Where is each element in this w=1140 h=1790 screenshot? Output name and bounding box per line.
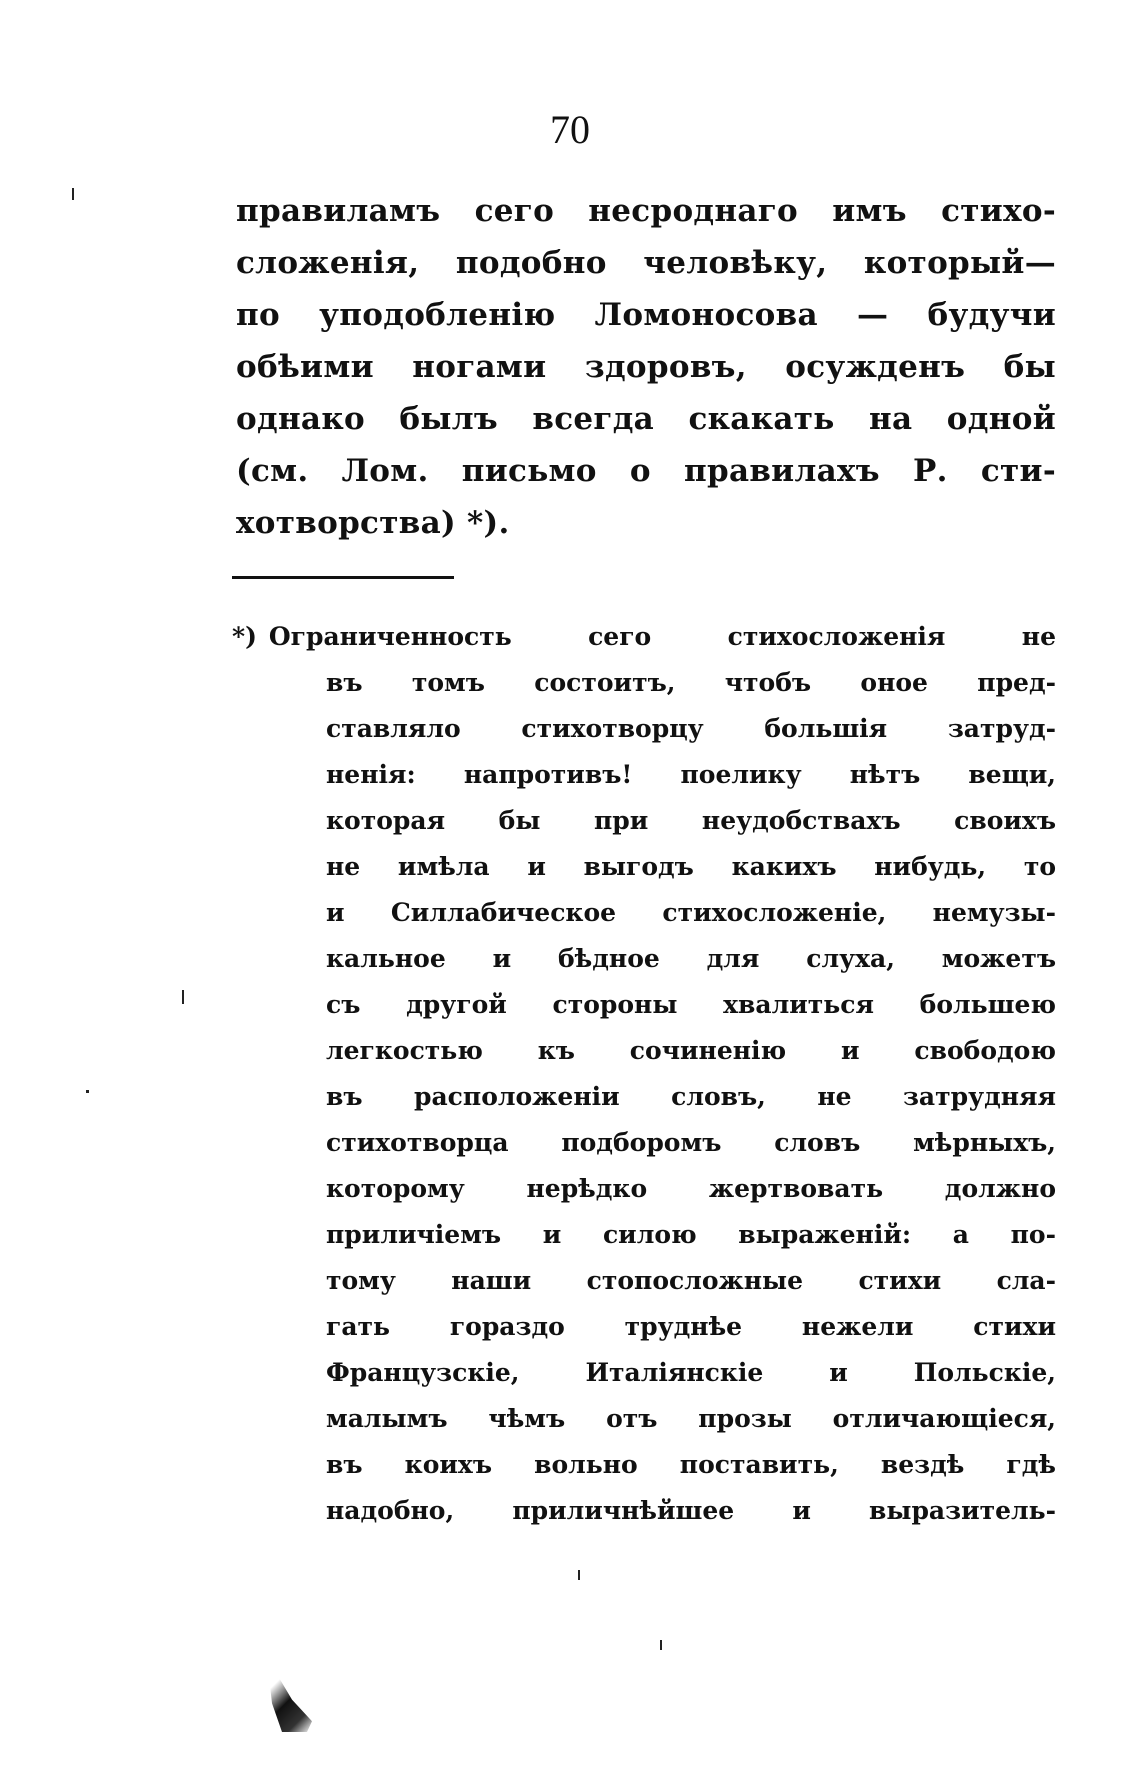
footnote-line: не имѣла и выгодъ какихъ нибудь, то xyxy=(326,852,1056,881)
scan-speck xyxy=(72,188,74,200)
footnote-line: въ расположеніи словъ, не затрудняя xyxy=(326,1082,1056,1111)
footnote-line: стихотворца подборомъ словъ мѣрныхъ, xyxy=(326,1128,1056,1157)
footnote-line: гать гораздо труднѣе нежели стихи xyxy=(326,1312,1056,1341)
footnote-line: въ коихъ вольно поставить, вездѣ гдѣ xyxy=(326,1450,1056,1479)
text-line: по уподобленію Ломоносова — будучи xyxy=(236,297,1056,333)
scan-speck xyxy=(660,1640,662,1650)
text-line: правиламъ сего несроднаго имъ стихо- xyxy=(236,193,1056,229)
footnote-line: приличіемъ и силою выраженій: а по- xyxy=(326,1220,1056,1249)
scan-speck xyxy=(182,990,184,1004)
footnote-divider xyxy=(232,576,454,579)
footnote-line xyxy=(232,614,1056,660)
footnote-line: ставляло стихотворцу большія затруд- xyxy=(326,714,1056,743)
text-line: однако былъ всегда скакать на одной xyxy=(236,401,1056,437)
footnote xyxy=(232,614,1056,1534)
text-line: хотворства) *). xyxy=(236,505,510,541)
scan-speck xyxy=(578,1570,580,1580)
scan-smudge xyxy=(262,1660,312,1732)
main-paragraph xyxy=(236,185,1056,549)
footnote-line: которая бы при неудобствахъ своихъ xyxy=(326,806,1056,835)
footnote-line: съ другой стороны хвалиться большею xyxy=(326,990,1056,1019)
text-line: обѣими ногами здоровъ, осужденъ бы xyxy=(236,349,1056,385)
footnote-marker: *) xyxy=(232,622,257,651)
footnote-line: тому наши стопосложные стихи сла- xyxy=(326,1266,1056,1295)
footnote-line: и Силлабическое стихосложеніе, немузы- xyxy=(326,898,1056,927)
footnote-line: которому нерѣдко жертвовать должно xyxy=(326,1174,1056,1203)
footnote-line: легкостью къ сочиненію и свободою xyxy=(326,1036,1056,1065)
scan-speck xyxy=(86,1090,89,1093)
footnote-line: малымъ чѣмъ отъ прозы отличающіеся, xyxy=(326,1404,1056,1433)
footnote-line: Французскіе, Италіянскіе и Польскіе, xyxy=(326,1358,1056,1387)
text-line: (см. Лом. письмо о правилахъ Р. сти- xyxy=(236,453,1056,489)
footnote-line-text: Ограниченность сего стихосложенія не xyxy=(268,622,1056,651)
text-line: сложенія, подобно человѣку, который— xyxy=(236,245,1056,281)
footnote-line: надобно, приличнѣйшее и выразитель- xyxy=(326,1496,1056,1525)
footnote-line: ненія: напротивъ! поелику нѣтъ вещи, xyxy=(326,760,1056,789)
page-number: 70 xyxy=(550,107,590,152)
footnote-line: въ томъ состоитъ, чтобъ оное пред- xyxy=(326,668,1056,697)
footnote-line: кальное и бѣдное для слуха, можетъ xyxy=(326,944,1056,973)
